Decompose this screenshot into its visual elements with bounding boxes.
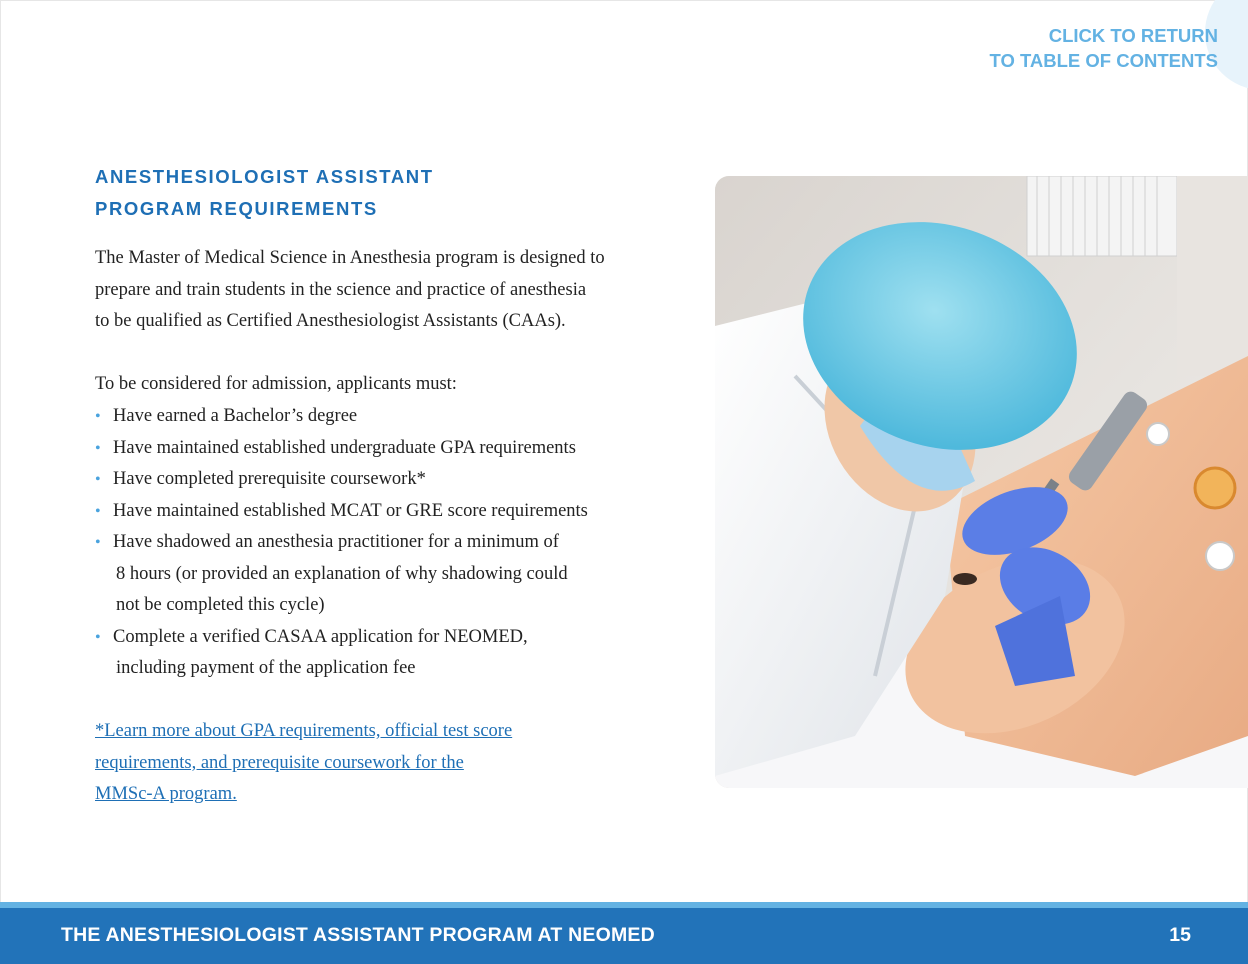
intro-paragraph (95, 243, 685, 338)
requirement-item (95, 496, 588, 528)
requirement-item (95, 622, 588, 685)
requirements-info-link[interactable] (95, 716, 512, 811)
requirement-text: Have earned a Bachelor’s degree (113, 406, 358, 426)
requirement-text-continued: 8 hours (or provided an explanation of why shadowing could (116, 563, 568, 584)
admission-lead-text: To be considered for admission, applicants must: (95, 374, 457, 394)
requirement-text-continued: including payment of the application fee (116, 658, 416, 678)
footer-bar (0, 908, 1248, 964)
requirement-item (95, 433, 588, 465)
requirement-text: Have shadowed an anesthesia practitioner for a minimum of (113, 532, 559, 552)
bullet-icon: • (95, 471, 101, 488)
requirement-text: Have maintained established MCAT or GRE score requirements (113, 500, 588, 521)
bullet-icon: • (95, 534, 101, 551)
bullet-icon: • (95, 439, 101, 457)
bullet-icon: • (95, 502, 101, 520)
link-line: requirements, and prerequisite coursework for the (95, 752, 464, 773)
intro-line: prepare and train students in the science and practice of anesthesia (95, 279, 587, 300)
requirement-item (95, 401, 588, 433)
section-heading (95, 161, 434, 225)
bullet-icon: • (95, 628, 101, 646)
clinician-intubation-photo (715, 176, 1248, 788)
link-line: MMSc-A program. (95, 784, 237, 804)
requirement-item (95, 464, 588, 496)
page-number: 15 (1169, 924, 1191, 946)
footer-title: THE ANESTHESIOLOGIST ASSISTANT PROGRAM AT NEOMED (61, 924, 655, 946)
bullet-icon: • (95, 408, 101, 425)
requirement-text-continued: not be completed this cycle) (116, 595, 325, 615)
return-to-toc-link[interactable] (989, 23, 1218, 73)
requirement-text: Have maintained established undergraduate GPA requirements (113, 437, 576, 458)
requirement-item (95, 527, 588, 622)
link-line: *Learn more about GPA requirements, official test score (95, 721, 513, 741)
requirement-text: Have completed prerequisite coursework* (113, 469, 426, 489)
heading-line-1: ANESTHESIOLOGIST ASSISTANT (95, 166, 434, 187)
intro-line: to be qualified as Certified Anesthesiologist Assistants (CAAs). (95, 311, 566, 331)
intro-line: The Master of Medical Science in Anesthesia program is designed to (95, 248, 605, 268)
requirements-list (95, 401, 588, 685)
toc-link-line-1: CLICK TO RETURN (1048, 25, 1218, 46)
requirement-text: Complete a verified CASAA application for NEOMED, (113, 626, 528, 647)
toc-link-line-2: TO TABLE OF CONTENTS (989, 50, 1218, 71)
heading-line-2: PROGRAM REQUIREMENTS (95, 198, 378, 219)
